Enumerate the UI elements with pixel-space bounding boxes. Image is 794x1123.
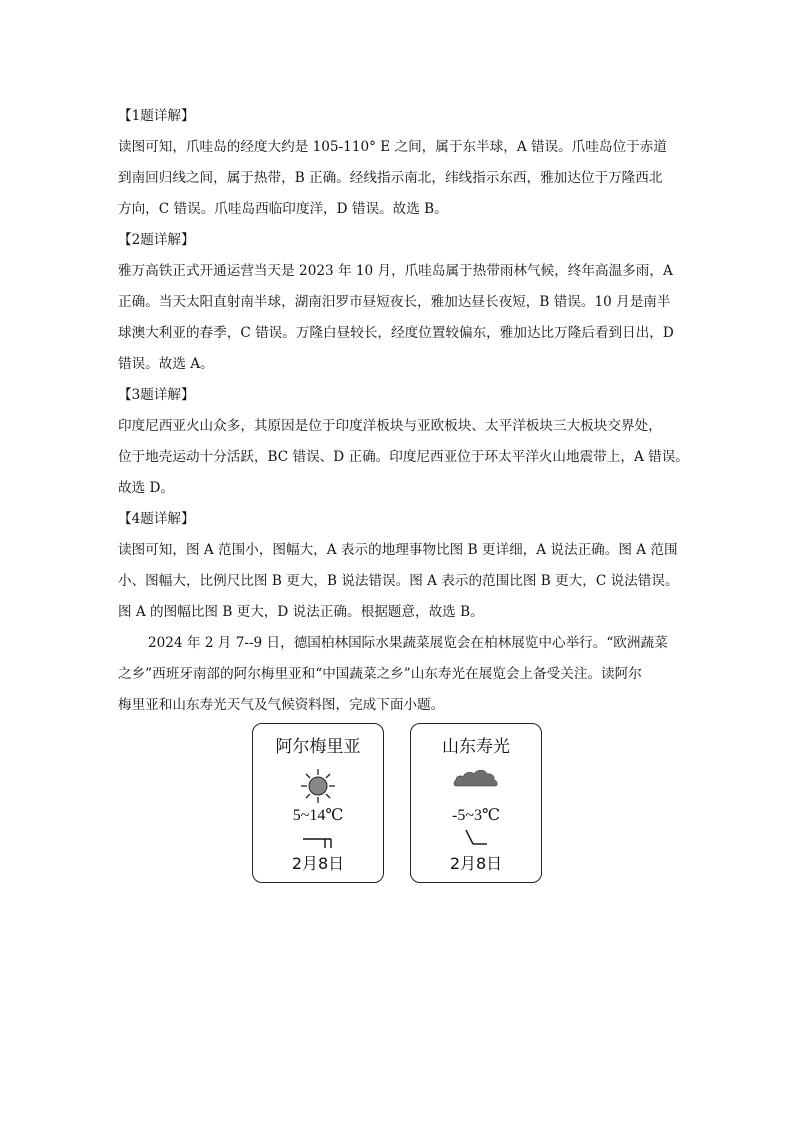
wind-barb-east-icon <box>253 836 383 855</box>
text-line: 读图可知，图 A 范围小，图幅大，A 表示的地理事物比图 B 更详细，A 说法正确。图 A 范围 <box>118 542 678 558</box>
text-line: 读图可知，爪哇岛的经度大约是 105-110° E 之间，属于东半球，A 错误。爪哇岛位于赤道 <box>118 139 667 155</box>
answer-explanations <box>118 101 693 721</box>
text-line: 到南回归线之间，属于热带，B 正确。经线指示南北，纬线指示东西，雅加达位于万隆西北 <box>118 170 663 186</box>
temperature-range: 5~14℃ <box>292 807 344 824</box>
date-label: 2月8日 <box>291 854 345 873</box>
text-line: 错误。故选 A。 <box>118 356 214 372</box>
text-line: 图 A 的图幅比图 B 更大，D 说法正确。根据题意，故选 B。 <box>118 604 484 620</box>
text-line: 球澳大利亚的春季，C 错误。万隆白昼较长，经度位置较偏东，雅加达比万隆后看到日出，D <box>118 325 674 341</box>
section-heading: 【3题详解】 <box>118 387 195 403</box>
weather-card-almeria <box>252 723 384 883</box>
text-line: 故选 D。 <box>118 480 175 496</box>
text-line: 2024 年 2 月 7--9 日，德国柏林国际水果蔬菜展览会在柏林展览中心举行。“欧洲蔬菜 <box>148 635 668 651</box>
text-line: 位于地壳运动十分活跃，BC 错误、D 正确。印度尼西亚位于环太平洋火山地震带上，A 错误。 <box>118 449 689 465</box>
text-line: 雅万高铁正式开通运营当天是 2023 年 10 月，爪哇岛属于热带雨林气候，终年高温多雨，A <box>118 263 673 279</box>
text-line: 梅里亚和山东寿光天气及气候资料图，完成下面小题。 <box>118 697 445 713</box>
sun-icon <box>253 768 383 809</box>
text-line: 正确。当天太阳直射南半球，湖南汨罗市昼短夜长，雅加达昼长夜短，B 错误。10 月是南半 <box>118 294 671 310</box>
weather-card-shouguang <box>410 723 542 883</box>
place-name: 山东寿光 <box>442 737 510 757</box>
weather-figure <box>252 723 542 883</box>
text-line: 小、图幅大，比例尺比图 B 更大，B 说法错误。图 A 表示的范围比图 B 更大，C 说法错误。 <box>118 573 679 589</box>
date-label: 2月8日 <box>449 854 503 873</box>
text-line: 方向，C 错误。爪哇岛西临印度洋，D 错误。故选 B。 <box>118 201 448 217</box>
place-name: 阿尔梅里亚 <box>275 737 361 757</box>
cloud-icon <box>411 766 541 793</box>
wind-barb-northwest-icon <box>411 824 541 853</box>
text-line: 印度尼西亚火山众多，其原因是位于印度洋板块与亚欧板块、太平洋板块三大板块交界处， <box>118 418 662 434</box>
temperature-range: -5~3℃ <box>452 807 500 824</box>
section-heading: 【2题详解】 <box>118 232 195 248</box>
section-heading: 【1题详解】 <box>118 108 195 124</box>
section-heading: 【4题详解】 <box>118 511 195 527</box>
text-line: 之乡”西班牙南部的阿尔梅里亚和“中国蔬菜之乡”山东寿光在展览会上备受关注。读阿尔 <box>118 666 642 682</box>
question-intro <box>118 628 693 721</box>
